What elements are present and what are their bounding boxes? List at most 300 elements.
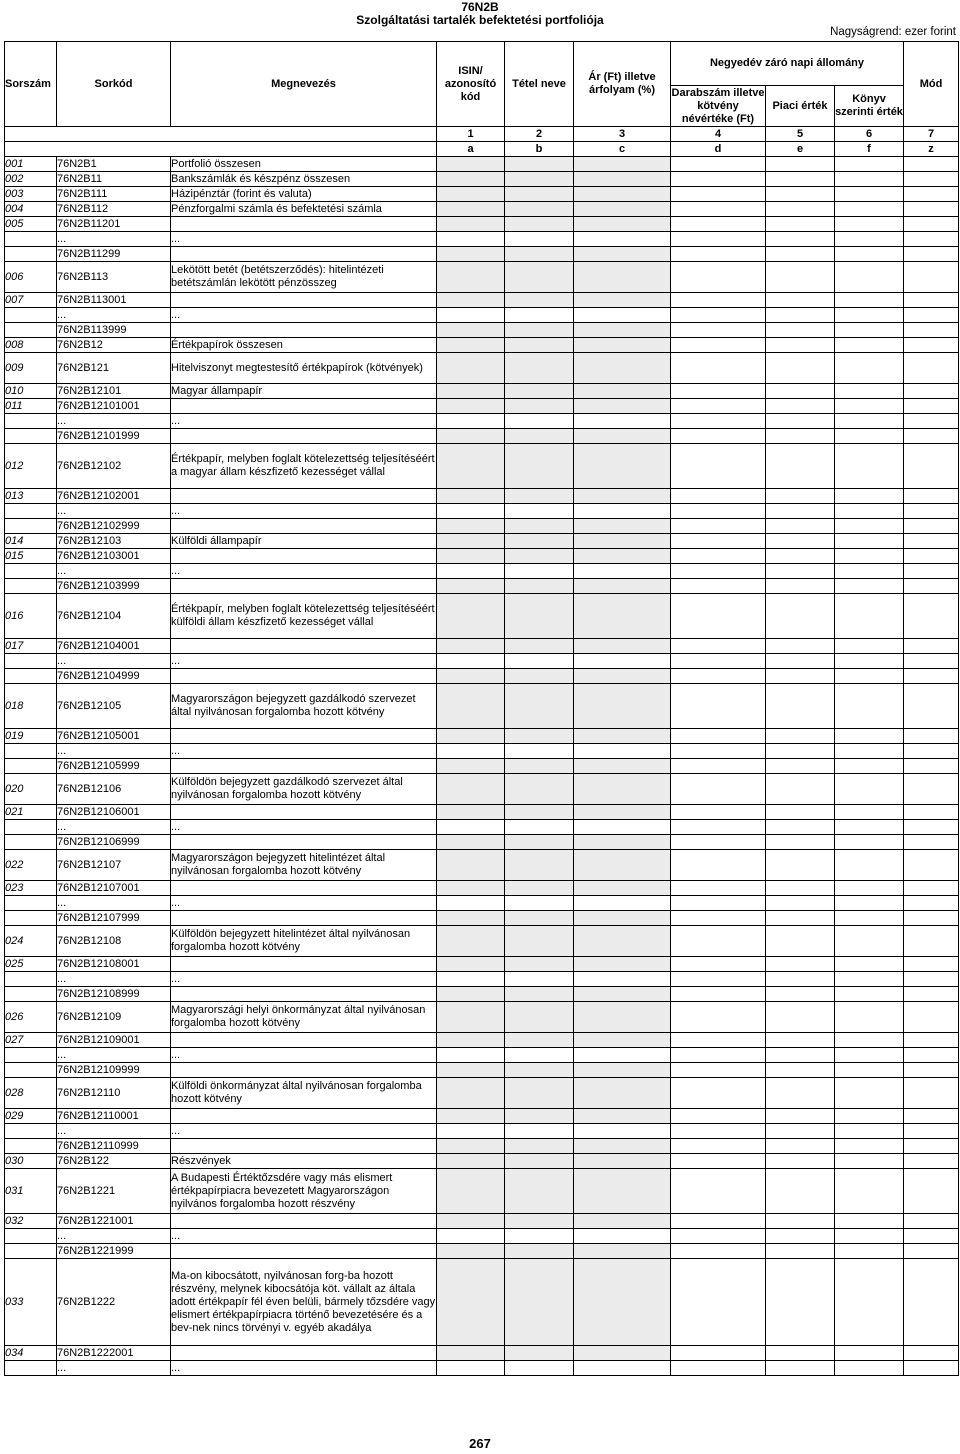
row-code: ... xyxy=(57,744,171,759)
value-cell xyxy=(835,957,904,972)
value-cell xyxy=(835,308,904,323)
value-cell xyxy=(437,293,505,308)
row-code: 76N2B111 xyxy=(57,187,171,202)
value-cell xyxy=(766,323,835,338)
value-cell xyxy=(671,308,766,323)
row-name: ... xyxy=(171,564,437,579)
value-cell xyxy=(505,759,574,774)
row-code: 76N2B12105999 xyxy=(57,759,171,774)
value-cell xyxy=(574,744,671,759)
value-cell xyxy=(437,157,505,172)
value-cell xyxy=(505,1229,574,1244)
row-number xyxy=(5,1244,57,1259)
row-name xyxy=(171,429,437,444)
value-cell xyxy=(904,293,959,308)
value-cell xyxy=(904,684,959,729)
row-code: 76N2B113999 xyxy=(57,323,171,338)
value-cell xyxy=(766,384,835,399)
value-cell xyxy=(671,1346,766,1361)
row-code: 76N2B12101001 xyxy=(57,399,171,414)
value-cell xyxy=(904,972,959,987)
row-number: 020 xyxy=(5,774,57,805)
row-number xyxy=(5,835,57,850)
value-cell xyxy=(671,881,766,896)
row-code: 76N2B1221 xyxy=(57,1169,171,1214)
value-cell xyxy=(574,247,671,262)
value-cell xyxy=(505,957,574,972)
value-cell xyxy=(505,157,574,172)
table-row xyxy=(5,353,959,384)
row-name: Pénzforgalmi számla és befektetési számla xyxy=(171,202,437,217)
row-number: 028 xyxy=(5,1078,57,1109)
row-code: 76N2B113001 xyxy=(57,293,171,308)
value-cell xyxy=(671,187,766,202)
value-cell xyxy=(505,911,574,926)
value-cell xyxy=(766,172,835,187)
row-code: 76N2B12106999 xyxy=(57,835,171,850)
value-cell xyxy=(904,489,959,504)
row-name: Külföldi állampapír xyxy=(171,534,437,549)
value-cell xyxy=(766,293,835,308)
value-cell xyxy=(505,729,574,744)
column-letter-blank xyxy=(5,142,437,157)
row-code: 76N2B12107001 xyxy=(57,881,171,896)
value-cell xyxy=(835,1229,904,1244)
value-cell xyxy=(574,759,671,774)
value-cell xyxy=(574,187,671,202)
value-cell xyxy=(766,1259,835,1346)
col-group-negyedev: Negyedév záró napi állomány xyxy=(671,42,904,86)
row-code: ... xyxy=(57,654,171,669)
value-cell xyxy=(835,1259,904,1346)
row-name: Portfolió összesen xyxy=(171,157,437,172)
value-cell xyxy=(505,669,574,684)
value-cell xyxy=(766,669,835,684)
value-cell xyxy=(904,444,959,489)
table-row xyxy=(5,774,959,805)
value-cell xyxy=(574,1063,671,1078)
row-number: 017 xyxy=(5,639,57,654)
value-cell xyxy=(574,444,671,489)
value-cell xyxy=(904,1124,959,1139)
row-name: Magyarországi helyi önkormányzat által nyilvánosan forgalomba hozott kötvény xyxy=(171,1002,437,1033)
value-cell xyxy=(437,744,505,759)
table-row xyxy=(5,987,959,1002)
value-cell xyxy=(766,926,835,957)
value-cell xyxy=(437,564,505,579)
value-cell xyxy=(766,489,835,504)
col-konyv: Könyv szerinti érték xyxy=(835,86,904,127)
value-cell xyxy=(671,759,766,774)
table-row xyxy=(5,308,959,323)
row-number xyxy=(5,744,57,759)
value-cell xyxy=(671,684,766,729)
column-number: 3 xyxy=(574,127,671,142)
value-cell xyxy=(505,338,574,353)
value-cell xyxy=(671,1244,766,1259)
value-cell xyxy=(904,774,959,805)
value-cell xyxy=(835,1346,904,1361)
value-cell xyxy=(766,774,835,805)
column-letter: a xyxy=(437,142,505,157)
value-cell xyxy=(505,549,574,564)
value-cell xyxy=(835,293,904,308)
value-cell xyxy=(671,217,766,232)
value-cell xyxy=(671,293,766,308)
value-cell xyxy=(766,1229,835,1244)
value-cell xyxy=(437,399,505,414)
value-cell xyxy=(574,564,671,579)
row-number: 008 xyxy=(5,338,57,353)
row-code: 76N2B122 xyxy=(57,1154,171,1169)
value-cell xyxy=(437,353,505,384)
value-cell xyxy=(437,1229,505,1244)
row-code: 76N2B1221999 xyxy=(57,1244,171,1259)
value-cell xyxy=(904,850,959,881)
row-code: 76N2B12110 xyxy=(57,1078,171,1109)
value-cell xyxy=(505,1063,574,1078)
value-cell xyxy=(671,729,766,744)
col-piaci: Piaci érték xyxy=(766,86,835,127)
row-code: 76N2B11201 xyxy=(57,217,171,232)
row-number: 011 xyxy=(5,399,57,414)
value-cell xyxy=(574,308,671,323)
value-cell xyxy=(505,217,574,232)
row-name: ... xyxy=(171,896,437,911)
value-cell xyxy=(437,669,505,684)
value-cell xyxy=(766,157,835,172)
value-cell xyxy=(904,669,959,684)
row-number xyxy=(5,1124,57,1139)
value-cell xyxy=(437,820,505,835)
row-code: 76N2B12102999 xyxy=(57,519,171,534)
value-cell xyxy=(437,1063,505,1078)
value-cell xyxy=(766,399,835,414)
row-code: 76N2B12103999 xyxy=(57,579,171,594)
table-row xyxy=(5,896,959,911)
value-cell xyxy=(904,534,959,549)
table-row xyxy=(5,744,959,759)
col-ar: Ár (Ft) illetve árfolyam (%) xyxy=(574,42,671,127)
col-isin: ISIN/ azonosító kód xyxy=(437,42,505,127)
value-cell xyxy=(505,247,574,262)
value-cell xyxy=(904,172,959,187)
value-cell xyxy=(574,1259,671,1346)
value-cell xyxy=(766,1048,835,1063)
value-cell xyxy=(904,429,959,444)
row-code: ... xyxy=(57,1361,171,1376)
value-cell xyxy=(437,1154,505,1169)
value-cell xyxy=(766,1214,835,1229)
table-row xyxy=(5,1154,959,1169)
table-row xyxy=(5,187,959,202)
value-cell xyxy=(835,262,904,293)
row-name: Házipénztár (forint és valuta) xyxy=(171,187,437,202)
value-cell xyxy=(904,187,959,202)
row-name: ... xyxy=(171,1048,437,1063)
row-number: 005 xyxy=(5,217,57,232)
row-number xyxy=(5,911,57,926)
value-cell xyxy=(505,972,574,987)
value-cell xyxy=(505,820,574,835)
value-cell xyxy=(904,353,959,384)
table-row xyxy=(5,881,959,896)
value-cell xyxy=(904,639,959,654)
value-cell xyxy=(671,429,766,444)
table-row xyxy=(5,534,959,549)
value-cell xyxy=(671,820,766,835)
value-cell xyxy=(574,172,671,187)
value-cell xyxy=(437,202,505,217)
value-cell xyxy=(437,232,505,247)
row-code: ... xyxy=(57,972,171,987)
row-code: 76N2B12103001 xyxy=(57,549,171,564)
value-cell xyxy=(671,1063,766,1078)
value-cell xyxy=(574,1124,671,1139)
value-cell xyxy=(835,1244,904,1259)
value-cell xyxy=(574,639,671,654)
table-row xyxy=(5,850,959,881)
value-cell xyxy=(766,744,835,759)
row-name xyxy=(171,489,437,504)
value-cell xyxy=(574,1214,671,1229)
row-name xyxy=(171,911,437,926)
table-row xyxy=(5,1346,959,1361)
column-number: 2 xyxy=(505,127,574,142)
row-name xyxy=(171,1033,437,1048)
value-cell xyxy=(671,519,766,534)
row-name: Bankszámlák és készpénz összesen xyxy=(171,172,437,187)
value-cell xyxy=(766,444,835,489)
value-cell xyxy=(766,262,835,293)
value-cell xyxy=(437,489,505,504)
value-cell xyxy=(437,579,505,594)
value-cell xyxy=(505,805,574,820)
value-cell xyxy=(835,534,904,549)
value-cell xyxy=(766,1063,835,1078)
value-cell xyxy=(505,1078,574,1109)
value-cell xyxy=(671,504,766,519)
value-cell xyxy=(835,187,904,202)
value-cell xyxy=(766,217,835,232)
row-number xyxy=(5,504,57,519)
value-cell xyxy=(437,444,505,489)
value-cell xyxy=(574,911,671,926)
row-code: 76N2B12108 xyxy=(57,926,171,957)
value-cell xyxy=(835,639,904,654)
value-cell xyxy=(574,534,671,549)
row-number: 021 xyxy=(5,805,57,820)
value-cell xyxy=(766,911,835,926)
row-name xyxy=(171,881,437,896)
value-cell xyxy=(766,639,835,654)
table-row xyxy=(5,1109,959,1124)
column-number: 6 xyxy=(835,127,904,142)
value-cell xyxy=(671,850,766,881)
value-cell xyxy=(904,1229,959,1244)
row-number: 033 xyxy=(5,1259,57,1346)
value-cell xyxy=(766,202,835,217)
value-cell xyxy=(904,759,959,774)
value-cell xyxy=(437,850,505,881)
value-cell xyxy=(835,1139,904,1154)
row-name: Külföldi önkormányzat által nyilvánosan forgalomba hozott kötvény xyxy=(171,1078,437,1109)
value-cell xyxy=(437,774,505,805)
row-name: Értékpapírok összesen xyxy=(171,338,437,353)
value-cell xyxy=(437,1361,505,1376)
row-name: Részvények xyxy=(171,1154,437,1169)
value-cell xyxy=(574,1139,671,1154)
value-cell xyxy=(437,1124,505,1139)
value-cell xyxy=(574,504,671,519)
value-cell xyxy=(505,323,574,338)
value-cell xyxy=(766,1346,835,1361)
value-cell xyxy=(505,774,574,805)
column-letter: f xyxy=(835,142,904,157)
table-row xyxy=(5,639,959,654)
value-cell xyxy=(835,444,904,489)
value-cell xyxy=(671,1259,766,1346)
value-cell xyxy=(766,504,835,519)
row-code: 76N2B113 xyxy=(57,262,171,293)
table-row xyxy=(5,1229,959,1244)
table-row xyxy=(5,926,959,957)
value-cell xyxy=(574,820,671,835)
table-row xyxy=(5,1002,959,1033)
value-cell xyxy=(904,926,959,957)
value-cell xyxy=(671,338,766,353)
row-number: 010 xyxy=(5,384,57,399)
row-code: 76N2B12108001 xyxy=(57,957,171,972)
column-number: 7 xyxy=(904,127,959,142)
value-cell xyxy=(574,957,671,972)
table-row xyxy=(5,1361,959,1376)
row-code: 76N2B12110999 xyxy=(57,1139,171,1154)
value-cell xyxy=(671,1214,766,1229)
row-name: Magyarországon bejegyzett hitelintézet által nyilvánosan forgalomba hozott kötvény xyxy=(171,850,437,881)
row-number xyxy=(5,429,57,444)
table-row xyxy=(5,564,959,579)
value-cell xyxy=(835,926,904,957)
value-cell xyxy=(437,972,505,987)
value-cell xyxy=(437,684,505,729)
row-name: Ma-on kibocsátott, nyilvánosan forg-ba hozott részvény, melynek kibocsátója köt. vállalt az általa adott értékpapír fél éven belüli, bármely tőzsdére vagy elismert értékpapírpiacra történő bevezetésére és a bev-nek nincs törvényi v. egyéb akadálya xyxy=(171,1259,437,1346)
value-cell xyxy=(904,1078,959,1109)
value-cell xyxy=(904,1109,959,1124)
table-row xyxy=(5,669,959,684)
value-cell xyxy=(505,1139,574,1154)
row-name xyxy=(171,729,437,744)
row-number: 007 xyxy=(5,293,57,308)
value-cell xyxy=(835,504,904,519)
row-number: 030 xyxy=(5,1154,57,1169)
value-cell xyxy=(904,564,959,579)
value-cell xyxy=(671,232,766,247)
value-cell xyxy=(835,217,904,232)
value-cell xyxy=(574,1154,671,1169)
value-cell xyxy=(505,1124,574,1139)
row-name: ... xyxy=(171,744,437,759)
value-cell xyxy=(505,489,574,504)
value-cell xyxy=(437,1244,505,1259)
row-name xyxy=(171,805,437,820)
value-cell xyxy=(835,1124,904,1139)
value-cell xyxy=(574,850,671,881)
row-name: Magyarországon bejegyzett gazdálkodó szervezet által nyilvánosan forgalomba hozott kötvény xyxy=(171,684,437,729)
value-cell xyxy=(835,399,904,414)
portfolio-table xyxy=(4,41,959,1376)
row-name xyxy=(171,669,437,684)
row-number xyxy=(5,820,57,835)
value-cell xyxy=(574,353,671,384)
value-cell xyxy=(574,232,671,247)
column-letter: z xyxy=(904,142,959,157)
row-code: 76N2B1222 xyxy=(57,1259,171,1346)
value-cell xyxy=(904,987,959,1002)
col-mod: Mód xyxy=(904,42,959,127)
row-name xyxy=(171,1063,437,1078)
value-cell xyxy=(671,744,766,759)
value-cell xyxy=(671,1169,766,1214)
value-cell xyxy=(671,579,766,594)
value-cell xyxy=(766,729,835,744)
value-cell xyxy=(505,202,574,217)
value-cell xyxy=(574,1002,671,1033)
row-number xyxy=(5,564,57,579)
value-cell xyxy=(835,157,904,172)
table-row xyxy=(5,805,959,820)
row-code: ... xyxy=(57,564,171,579)
unit-label: Nagyságrend: ezer forint xyxy=(830,26,956,38)
table-row xyxy=(5,519,959,534)
value-cell xyxy=(437,323,505,338)
value-cell xyxy=(671,353,766,384)
value-cell xyxy=(835,896,904,911)
column-number: 4 xyxy=(671,127,766,142)
value-cell xyxy=(437,881,505,896)
value-cell xyxy=(574,1078,671,1109)
table-row xyxy=(5,504,959,519)
row-number xyxy=(5,519,57,534)
value-cell xyxy=(437,338,505,353)
row-name xyxy=(171,549,437,564)
value-cell xyxy=(671,172,766,187)
value-cell xyxy=(671,202,766,217)
value-cell xyxy=(904,820,959,835)
row-code: 76N2B1222001 xyxy=(57,1346,171,1361)
row-name xyxy=(171,1139,437,1154)
row-name xyxy=(171,1346,437,1361)
value-cell xyxy=(835,1033,904,1048)
row-name xyxy=(171,323,437,338)
row-name xyxy=(171,1214,437,1229)
table-row xyxy=(5,729,959,744)
value-cell xyxy=(766,1139,835,1154)
value-cell xyxy=(574,414,671,429)
row-number xyxy=(5,654,57,669)
value-cell xyxy=(437,262,505,293)
row-name xyxy=(171,835,437,850)
value-cell xyxy=(904,519,959,534)
value-cell xyxy=(766,308,835,323)
value-cell xyxy=(904,1214,959,1229)
row-code: ... xyxy=(57,414,171,429)
value-cell xyxy=(835,1002,904,1033)
row-number xyxy=(5,759,57,774)
value-cell xyxy=(904,1154,959,1169)
row-name: Értékpapír, melyben foglalt kötelezettség teljesítéséért külföldi állam készfizető kezességet vállal xyxy=(171,594,437,639)
row-name: ... xyxy=(171,232,437,247)
